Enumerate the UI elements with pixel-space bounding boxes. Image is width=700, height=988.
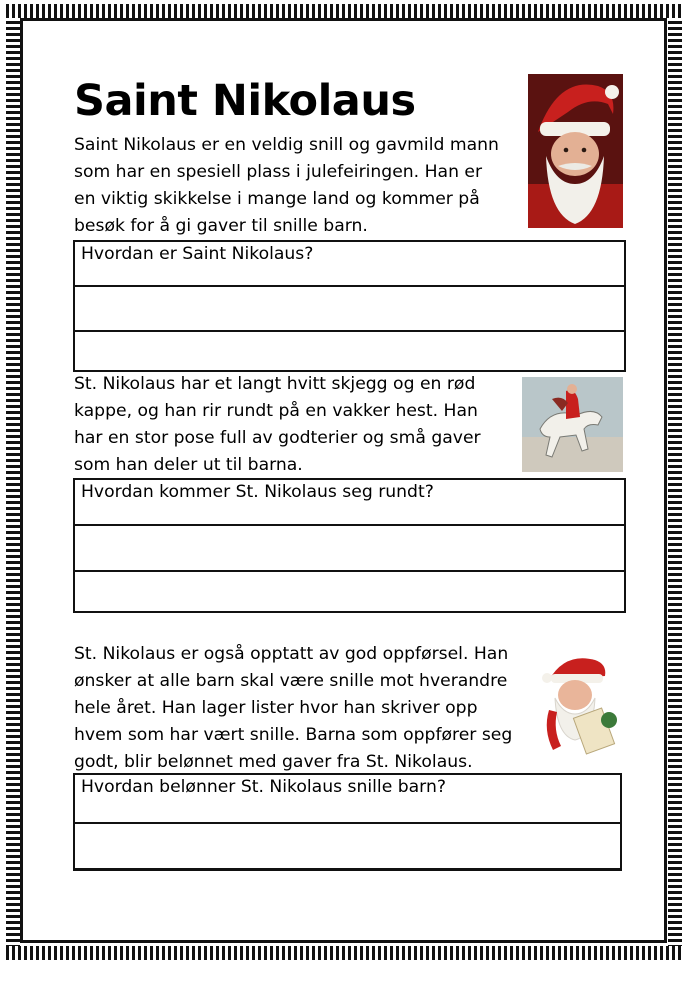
paragraph-line: har en stor pose full av godterier og små gaver [74, 428, 481, 448]
section-1-paragraph [74, 132, 524, 240]
answer-line[interactable] [75, 824, 620, 868]
paragraph-line: godt, blir belønnet med gaver fra St. Nikolaus. [74, 752, 473, 772]
paragraph-line: besøk for å gi gaver til snille barn. [74, 216, 368, 236]
section-3-paragraph [74, 641, 534, 776]
question-row [75, 775, 620, 824]
answer-line[interactable] [75, 526, 624, 572]
question-label: Hvordan er Saint Nikolaus? [81, 244, 314, 264]
paragraph-line: som han deler ut til barna. [74, 455, 303, 475]
answer-box-1 [73, 240, 626, 372]
question-row [75, 480, 624, 526]
paragraph-line: hele året. Han lager lister hvor han skriver opp [74, 698, 478, 718]
paragraph-line: hvem som har vært snille. Barna som oppfører seg [74, 725, 513, 745]
paragraph-line: som har en spesiell plass i julefeiringen. Han er [74, 162, 483, 182]
question-label: Hvordan belønner St. Nikolaus snille barn? [81, 777, 446, 797]
page-title: Saint Nikolaus [74, 76, 416, 126]
answer-box-2 [73, 478, 626, 613]
paragraph-line: en viktig skikkelse i mange land og kommer på [74, 189, 480, 209]
answer-line[interactable] [75, 332, 624, 370]
question-row [75, 242, 624, 287]
paragraph-line: St. Nikolaus er også opptatt av god oppførsel. Han [74, 644, 509, 664]
santa-portrait-icon [528, 74, 623, 228]
paragraph-line: Saint Nikolaus er en veldig snill og gavmild mann [74, 135, 499, 155]
paragraph-line: St. Nikolaus har et langt hvitt skjegg og en rød [74, 374, 476, 394]
rider-on-white-horse-icon [522, 377, 623, 472]
answer-line[interactable] [75, 287, 624, 332]
section-2-paragraph [74, 371, 519, 479]
answer-box-3 [73, 773, 622, 871]
question-label: Hvordan kommer St. Nikolaus seg rundt? [81, 482, 434, 502]
paragraph-line: ønsker at alle barn skal være snille mot hverandre [74, 671, 508, 691]
santa-with-scroll-icon [535, 650, 623, 756]
answer-line[interactable] [75, 572, 624, 611]
paragraph-line: kappe, og han rir rundt på en vakker hest. Han [74, 401, 478, 421]
